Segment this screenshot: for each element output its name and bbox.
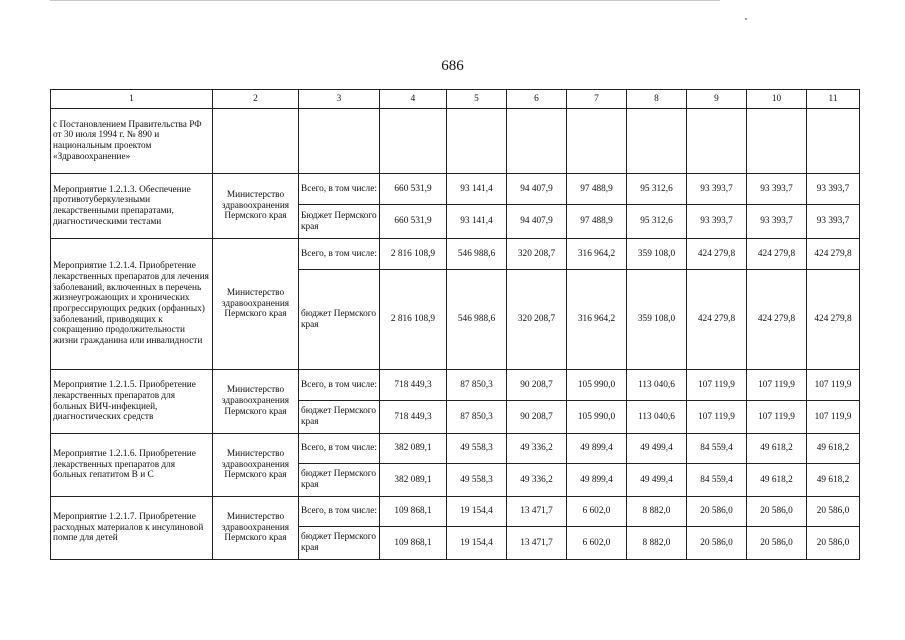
amount-cell: 19 154,4 (447, 497, 507, 527)
measure-line-row (51, 497, 860, 527)
amount-cell: 718 449,3 (380, 401, 447, 434)
executor: Министерство здравоохранения Пермского края (213, 174, 299, 239)
empty-cell (507, 109, 567, 174)
funding-source: Всего, в том числе: (299, 239, 380, 270)
measure-name: Мероприятие 1.2.1.4. Приобретение лекарственных препаратов для лечения заболеваний, включенных в перечень жизнеугрожающих и хронических прогрессирующих редких (орфанных) заболеваний, приводящих к сокращению продолжительности жизни гражданина или инвалидности (51, 239, 213, 370)
amount-cell: 316 964,2 (567, 270, 627, 370)
amount-cell: 6 602,0 (567, 497, 627, 527)
funding-source: бюджет Пермского края (299, 464, 380, 497)
amount-cell: 320 208,7 (507, 270, 567, 370)
amount-cell: 49 618,2 (807, 434, 860, 464)
amount-cell: 105 990,0 (567, 370, 627, 401)
measure-line-row (51, 434, 860, 464)
column-number: 8 (627, 90, 687, 109)
amount-cell: 359 108,0 (627, 270, 687, 370)
executor: Министерство здравоохранения Пермского края (213, 434, 299, 497)
amount-cell: 113 040,6 (627, 401, 687, 434)
amount-cell: 93 141,4 (447, 205, 507, 239)
amount-cell: 107 119,9 (687, 370, 747, 401)
executor: Министерство здравоохранения Пермского края (213, 497, 299, 560)
amount-cell: 84 559,4 (687, 434, 747, 464)
amount-cell: 93 393,7 (747, 174, 807, 205)
amount-cell: 105 990,0 (567, 401, 627, 434)
scan-speck (745, 18, 747, 20)
amount-cell: 113 040,6 (627, 370, 687, 401)
amount-cell: 49 618,2 (747, 434, 807, 464)
amount-cell: 93 393,7 (807, 174, 860, 205)
measure-name: Мероприятие 1.2.1.5. Приобретение лекарственных препаратов для больных ВИЧ-инфекцией, диагностических средств (51, 370, 213, 434)
amount-cell: 95 312,6 (627, 205, 687, 239)
amount-cell: 94 407,9 (507, 205, 567, 239)
budget-table (50, 89, 860, 560)
column-number: 6 (507, 90, 567, 109)
amount-cell: 93 141,4 (447, 174, 507, 205)
amount-cell: 87 850,3 (447, 401, 507, 434)
amount-cell: 49 499,4 (627, 434, 687, 464)
funding-source: Всего, в том числе: (299, 497, 380, 527)
executor: Министерство здравоохранения Пермского края (213, 370, 299, 434)
empty-cell (380, 109, 447, 174)
amount-cell: 320 208,7 (507, 239, 567, 270)
amount-cell: 424 279,8 (687, 239, 747, 270)
amount-cell: 93 393,7 (687, 174, 747, 205)
column-number: 9 (687, 90, 747, 109)
amount-cell: 97 488,9 (567, 174, 627, 205)
column-number: 3 (299, 90, 380, 109)
amount-cell: 49 899,4 (567, 464, 627, 497)
amount-cell: 8 882,0 (627, 527, 687, 560)
empty-cell (687, 109, 747, 174)
column-number: 10 (747, 90, 807, 109)
amount-cell: 97 488,9 (567, 205, 627, 239)
amount-cell: 424 279,8 (747, 270, 807, 370)
column-number: 2 (213, 90, 299, 109)
measure-name: Мероприятие 1.2.1.7. Приобретение расходных материалов к инсулиновой помпе для детей (51, 497, 213, 560)
funding-source: Всего, в том числе: (299, 434, 380, 464)
amount-cell: 107 119,9 (807, 401, 860, 434)
amount-cell: 316 964,2 (567, 239, 627, 270)
amount-cell: 546 988,6 (447, 270, 507, 370)
amount-cell: 546 988,6 (447, 239, 507, 270)
empty-cell (567, 109, 627, 174)
empty-cell (747, 109, 807, 174)
column-number: 5 (447, 90, 507, 109)
amount-cell: 107 119,9 (747, 401, 807, 434)
amount-cell: 107 119,9 (687, 401, 747, 434)
amount-cell: 2 816 108,9 (380, 270, 447, 370)
amount-cell: 49 336,2 (507, 464, 567, 497)
amount-cell: 93 393,7 (807, 205, 860, 239)
measure-name: Мероприятие 1.2.1.3. Обеспечение противотуберкулезными лекарственными препаратами, диагностическими тестами (51, 174, 213, 239)
amount-cell: 109 868,1 (380, 527, 447, 560)
funding-source: Всего, в том числе: (299, 174, 380, 205)
amount-cell: 84 559,4 (687, 464, 747, 497)
amount-cell: 424 279,8 (747, 239, 807, 270)
amount-cell: 2 816 108,9 (380, 239, 447, 270)
measure-name: Мероприятие 1.2.1.6. Приобретение лекарственных препаратов для больных гепатитом В и С (51, 434, 213, 497)
amount-cell: 13 471,7 (507, 527, 567, 560)
amount-cell: 20 586,0 (747, 497, 807, 527)
executor: Министерство здравоохранения Пермского края (213, 239, 299, 370)
scan-edge-line (50, 0, 720, 1)
continuation-text: с Постановлением Правительства РФ от 30 июля 1994 г. № 890 и национальным проектом «Здравоохранение» (51, 109, 213, 174)
amount-cell: 19 154,4 (447, 527, 507, 560)
amount-cell: 90 208,7 (507, 370, 567, 401)
empty-cell (807, 109, 860, 174)
amount-cell: 660 531,9 (380, 205, 447, 239)
amount-cell: 107 119,9 (747, 370, 807, 401)
amount-cell: 20 586,0 (687, 527, 747, 560)
measure-line-row (51, 239, 860, 270)
amount-cell: 424 279,8 (807, 270, 860, 370)
amount-cell: 49 499,4 (627, 464, 687, 497)
amount-cell: 20 586,0 (747, 527, 807, 560)
amount-cell: 13 471,7 (507, 497, 567, 527)
funding-source: Всего, в том числе: (299, 370, 380, 401)
amount-cell: 8 882,0 (627, 497, 687, 527)
amount-cell: 109 868,1 (380, 497, 447, 527)
amount-cell: 107 119,9 (807, 370, 860, 401)
page-number: 686 (441, 58, 464, 74)
amount-cell: 6 602,0 (567, 527, 627, 560)
amount-cell: 718 449,3 (380, 370, 447, 401)
amount-cell: 382 089,1 (380, 434, 447, 464)
amount-cell: 20 586,0 (807, 527, 860, 560)
amount-cell: 49 558,3 (447, 434, 507, 464)
amount-cell: 49 618,2 (747, 464, 807, 497)
amount-cell: 20 586,0 (687, 497, 747, 527)
amount-cell: 382 089,1 (380, 464, 447, 497)
column-number: 1 (51, 90, 213, 109)
column-number: 4 (380, 90, 447, 109)
amount-cell: 660 531,9 (380, 174, 447, 205)
amount-cell: 93 393,7 (687, 205, 747, 239)
header-row (51, 90, 860, 109)
amount-cell: 93 393,7 (747, 205, 807, 239)
amount-cell: 90 208,7 (507, 401, 567, 434)
funding-source: Бюджет Пермского края (299, 205, 380, 239)
amount-cell: 87 850,3 (447, 370, 507, 401)
continuation-row (51, 109, 860, 174)
amount-cell: 424 279,8 (807, 239, 860, 270)
amount-cell: 49 336,2 (507, 434, 567, 464)
column-number: 7 (567, 90, 627, 109)
amount-cell: 49 899,4 (567, 434, 627, 464)
column-number: 11 (807, 90, 860, 109)
funding-source: бюджет Пермского края (299, 527, 380, 560)
amount-cell: 424 279,8 (687, 270, 747, 370)
amount-cell: 94 407,9 (507, 174, 567, 205)
amount-cell: 20 586,0 (807, 497, 860, 527)
funding-source: бюджет Пермского края (299, 401, 380, 434)
empty-cell (299, 109, 380, 174)
funding-source: бюджет Пермского края (299, 270, 380, 370)
amount-cell: 359 108,0 (627, 239, 687, 270)
empty-cell (627, 109, 687, 174)
measure-line-row (51, 174, 860, 205)
empty-cell (447, 109, 507, 174)
measure-line-row (51, 370, 860, 401)
amount-cell: 95 312,6 (627, 174, 687, 205)
empty-cell (213, 109, 299, 174)
amount-cell: 49 558,3 (447, 464, 507, 497)
amount-cell: 49 618,2 (807, 464, 860, 497)
